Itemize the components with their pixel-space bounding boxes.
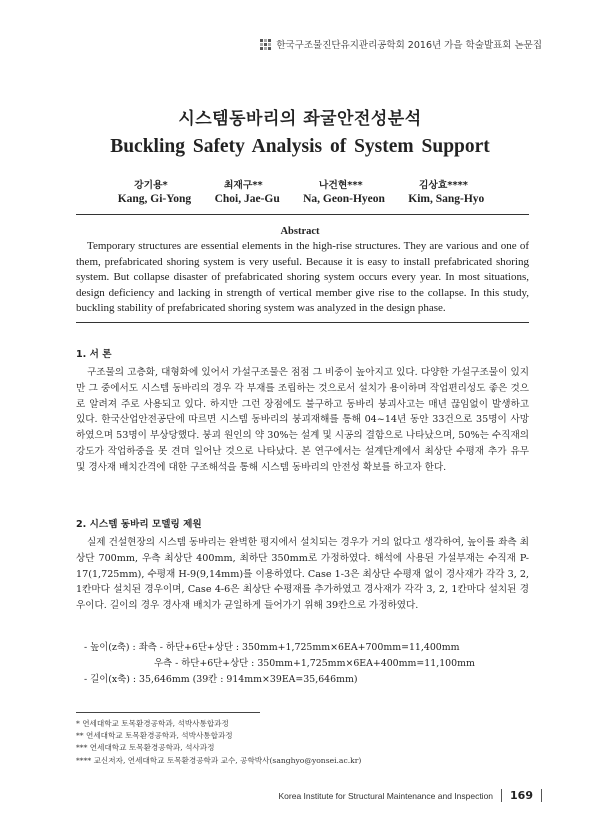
title-korean: 시스템동바리의 좌굴안전성분석 — [178, 109, 422, 129]
section-1-heading: 1. 서 론 — [76, 349, 112, 360]
abstract-bottom-rule — [76, 322, 529, 323]
abstract-heading: Abstract — [280, 226, 320, 237]
footnote: **** 교신저자, 연세대학교 토목환경공학과 교수, 공학박사(sanghyo@yonsei.ac.kr) — [76, 755, 362, 765]
page-number: 169 — [510, 789, 533, 802]
equation-line: 우측 - 하단+6단+상단 : 350mm+1,725mm×6EA+400mm=11,100mm — [154, 658, 475, 669]
author-name: 나건현*** — [318, 180, 363, 191]
journal-name: 한국구조물진단유지관리공학회 2016년 가을 학술발표회 논문집 — [276, 40, 542, 51]
footnotes — [76, 718, 361, 767]
equation-line: - 길이(x축) : 35,646mm (39칸 : 914mm×39EA=35,646mm) — [84, 674, 358, 685]
author-name: 최재구** — [223, 180, 263, 191]
footnote: * 연세대학교 토목환경공학과, 석박사통합과정 — [76, 719, 229, 728]
journal-header — [260, 37, 542, 51]
equations — [84, 640, 475, 688]
footnote: ** 연세대학교 토목환경공학과, 석박사통합과정 — [76, 731, 233, 741]
author-name: Kim, Sang-Hyo — [408, 193, 485, 205]
page-footer — [279, 789, 542, 802]
footnote: *** 연세대학교 토목환경공학과, 석사과정 — [76, 743, 215, 753]
footer-org: Korea Institute for Structural Maintenance and Inspection — [278, 790, 494, 801]
section-2-text: 실제 건설현장의 시스템 동바리는 완벽한 평지에서 설치되는 경우가 거의 없다고 생각하여, 높이를 좌측 최상단 700mm, 우측 최상단 400mm, 최하단 350mm로 가정하였다. 해석에 사용된 가설부재는 수직재 P-17(1,725mm), 수평재 H-9(9,14mm)를 이용하였다. Case 1-3은 최상단 수평재 없이 경사재가 각각 3, 2, 1칸마다 설치된 경우이며, Case 4-6은 최상단 수평재를 추가하였고 경사재가 각각 3, 2, 1칸마다 설치된 경우이다. 길이의 경우 경사재 배치가 균일하게 들어가기 위해 39칸으로 가정하였다. — [76, 537, 529, 612]
dots-icon — [260, 39, 271, 50]
abstract-text: Temporary structures are essential elements in the high-rise structures. They are various and one of them, prefabricated shoring system is very useful. Because it is easy to install prefabricated shoring system. But collapse disaster of prefabricated shoring system occurs every year. In most situations, design deficiency and lacking in strength of vertical member give rise to the collapse. In this study, buckling stability of prefabricated shoring system was analyzed in the design phase. — [76, 240, 529, 315]
author-name: Choi, Jae-Gu — [214, 193, 280, 205]
section-2-heading: 2. 시스템 동바리 모델링 제원 — [76, 519, 202, 530]
footer-divider — [541, 789, 542, 802]
author-name: Kang, Gi-Yong — [117, 193, 192, 205]
abstract-top-rule — [76, 214, 529, 215]
section-1-text: 구조물의 고층화, 대형화에 있어서 가설구조물은 점점 그 비중이 높아지고 있다. 다양한 가설구조물이 있지만 그 중에서도 시스템 동바리의 경우 각 부재를 조립하는 것으로서 설치가 용이하며 작업편리성도 좋은 것으로 알려져 주로 사용되고 있다. 하지만 그런 장점에도 불구하고 동바리 붕괴사고는 매년 끊임없이 발생하고 있다. 한국산업안전공단에 따르면 시스템 동바리의 붕괴재해를 통해 04~14년 동안 33건으로 35명이 사망하였으며 53명이 부상당했다. 붕괴 원인의 약 30%는 설계 및 시공의 결함으로 나타났으며, 50%는 수직재의 강도가 작업하중을 못 견뎌 일어난 것으로 나타났다. 본 연구에서는 설계단계에서 최상단 수평재 추가 유무 및 경사재 배치간격에 대한 구조해석을 통해 시스템 동바리의 안전성 확보를 하고자 한다. — [76, 367, 529, 473]
authors-korean — [106, 177, 496, 191]
author-name: 강기용* — [134, 180, 168, 191]
footnote-rule — [76, 712, 260, 713]
footer-divider — [501, 789, 502, 802]
title-english: Buckling Safety Analysis of System Support — [110, 136, 490, 157]
author-name: Na, Geon-Hyeon — [303, 193, 385, 205]
author-name: 김상효**** — [418, 180, 468, 191]
equation-line: - 높이(z축) : 좌측 - 하단+6단+상단 : 350mm+1,725mm×6EA+700mm=11,400mm — [84, 642, 460, 653]
authors-english — [106, 193, 496, 205]
